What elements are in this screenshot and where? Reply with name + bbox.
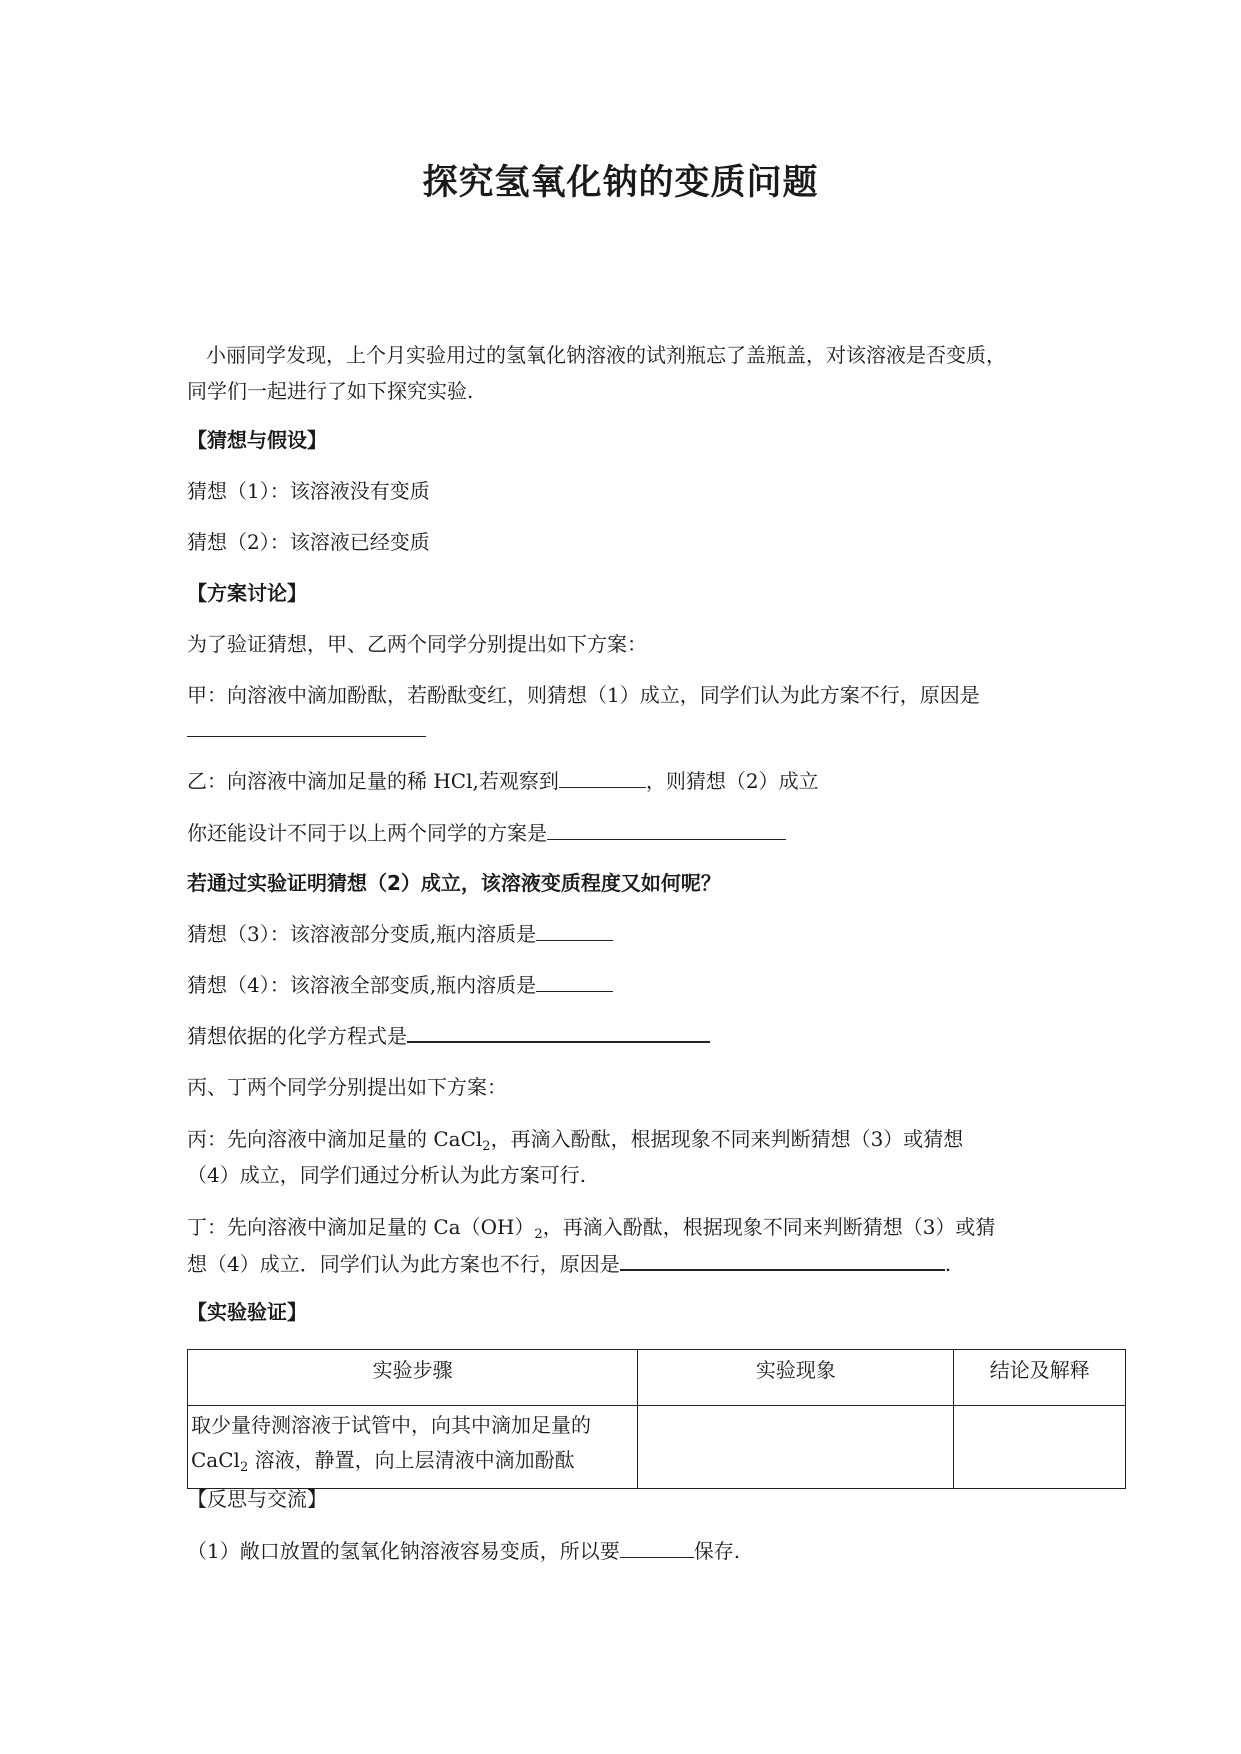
intro-line-1: 小丽同学发现，上个月实验用过的氢氧化钠溶液的试剂瓶忘了盖瓶盖，对该溶液是否变质， (206, 343, 1006, 367)
answer-blank-yi[interactable] (559, 767, 646, 788)
plan-yi-text-a: 乙：向溶液中滴加足量的稀 HCl,若观察到 (187, 769, 559, 793)
hypothesis-3-text: 猜想（3）：该溶液部分变质,瓶内溶质是 (187, 922, 537, 946)
degree-question: 若通过实验证明猜想（2）成立，该溶液变质程度又如何呢？ (187, 871, 721, 895)
plan-bing-text-b: ，再滴入酚酞，根据现象不同来判断猜想（3）或猜想 (490, 1127, 964, 1151)
hypothesis-4 (187, 970, 613, 1000)
section-hypothesis: 【猜想与假设】 (187, 428, 327, 452)
hypothesis-2: 猜想（2）：该溶液已经变质 (187, 530, 430, 554)
answer-blank-ding[interactable] (620, 1249, 945, 1271)
table-header-steps: 实验步骤 (188, 1350, 638, 1406)
answer-blank-h4[interactable] (536, 971, 613, 992)
plan-ding-text-c: 想（4）成立．同学们认为此方案也不行，原因是 (187, 1252, 620, 1276)
equation-basis (187, 1021, 710, 1051)
plan-jia: 甲：向溶液中滴加酚酞，若酚酞变红，则猜想（1）成立，同学们认为此方案不行，原因是 (187, 683, 980, 707)
section-reflect: 【反思与交流】 (187, 1487, 327, 1511)
intro-line-2: 同学们一起进行了如下探究实验. (187, 379, 474, 403)
steps-line-2-rest: 溶液，静置，向上层清液中滴加酚酞 (248, 1448, 575, 1472)
plan-yi (187, 766, 819, 796)
plan-bing-text-a: 丙：先向溶液中滴加足量的 CaCl (187, 1127, 483, 1151)
table-row (188, 1406, 1126, 1489)
plan-intro-2: 丙、丁两个同学分别提出如下方案： (187, 1075, 507, 1099)
table-cell-steps (188, 1406, 638, 1489)
plan-other-text: 你还能设计不同于以上两个同学的方案是 (187, 821, 547, 845)
reflect-1-text-a: （1）敞口放置的氢氧化钠溶液容易变质，所以要 (187, 1539, 620, 1563)
equation-basis-text: 猜想依据的化学方程式是 (187, 1024, 407, 1048)
hypothesis-3 (187, 919, 613, 949)
reflect-1 (187, 1536, 740, 1566)
hypothesis-1: 猜想（1）：该溶液没有变质 (187, 479, 430, 503)
plan-ding-text-a: 丁：先向溶液中滴加足量的 Ca（OH） (187, 1215, 535, 1239)
plan-bing-line-1 (187, 1124, 963, 1162)
plan-ding-subscript: 2 (534, 1227, 543, 1242)
experiment-table (187, 1349, 1126, 1489)
table-cell-conclusion[interactable] (954, 1406, 1126, 1489)
answer-blank-equation[interactable] (407, 1021, 710, 1043)
plan-ding-text-b: ，再滴入酚酞，根据现象不同来判断猜想（3）或猜 (542, 1215, 996, 1239)
table-header-phenomena: 实验现象 (638, 1350, 954, 1406)
answer-blank-h3[interactable] (536, 920, 613, 941)
answer-blank-reflect-1[interactable] (620, 1537, 694, 1558)
plan-ding-line-1 (187, 1212, 995, 1250)
steps-cacl-subscript: 2 (239, 1460, 249, 1475)
plan-ding-period: . (944, 1252, 952, 1276)
answer-blank-other[interactable] (547, 819, 786, 840)
plan-bing-subscript: 2 (482, 1139, 491, 1154)
plan-other (187, 818, 786, 848)
table-header-row (188, 1350, 1126, 1406)
plan-ding-line-2 (187, 1249, 951, 1279)
section-plan: 【方案讨论】 (187, 581, 307, 605)
section-verify: 【实验验证】 (187, 1300, 307, 1324)
table-header-conclusion: 结论及解释 (954, 1350, 1126, 1406)
answer-blank-jia[interactable] (187, 716, 426, 737)
plan-yi-text-b: ，则猜想（2）成立 (645, 769, 819, 793)
reflect-1-text-b: 保存. (693, 1539, 741, 1563)
page-title: 探究氢氧化钠的变质问题 (422, 163, 819, 203)
plan-bing-line-2: （4）成立，同学们通过分析认为此方案可行. (187, 1163, 587, 1187)
table-cell-phenomena[interactable] (638, 1406, 954, 1489)
hypothesis-4-text: 猜想（4）：该溶液全部变质,瓶内溶质是 (187, 973, 537, 997)
steps-line-2 (189, 1442, 636, 1484)
plan-intro: 为了验证猜想，甲、乙两个同学分别提出如下方案： (187, 632, 647, 656)
steps-cacl-text: CaCl (191, 1448, 240, 1472)
steps-line-1: 取少量待测溶液于试管中，向其中滴加足量的 (191, 1413, 591, 1437)
